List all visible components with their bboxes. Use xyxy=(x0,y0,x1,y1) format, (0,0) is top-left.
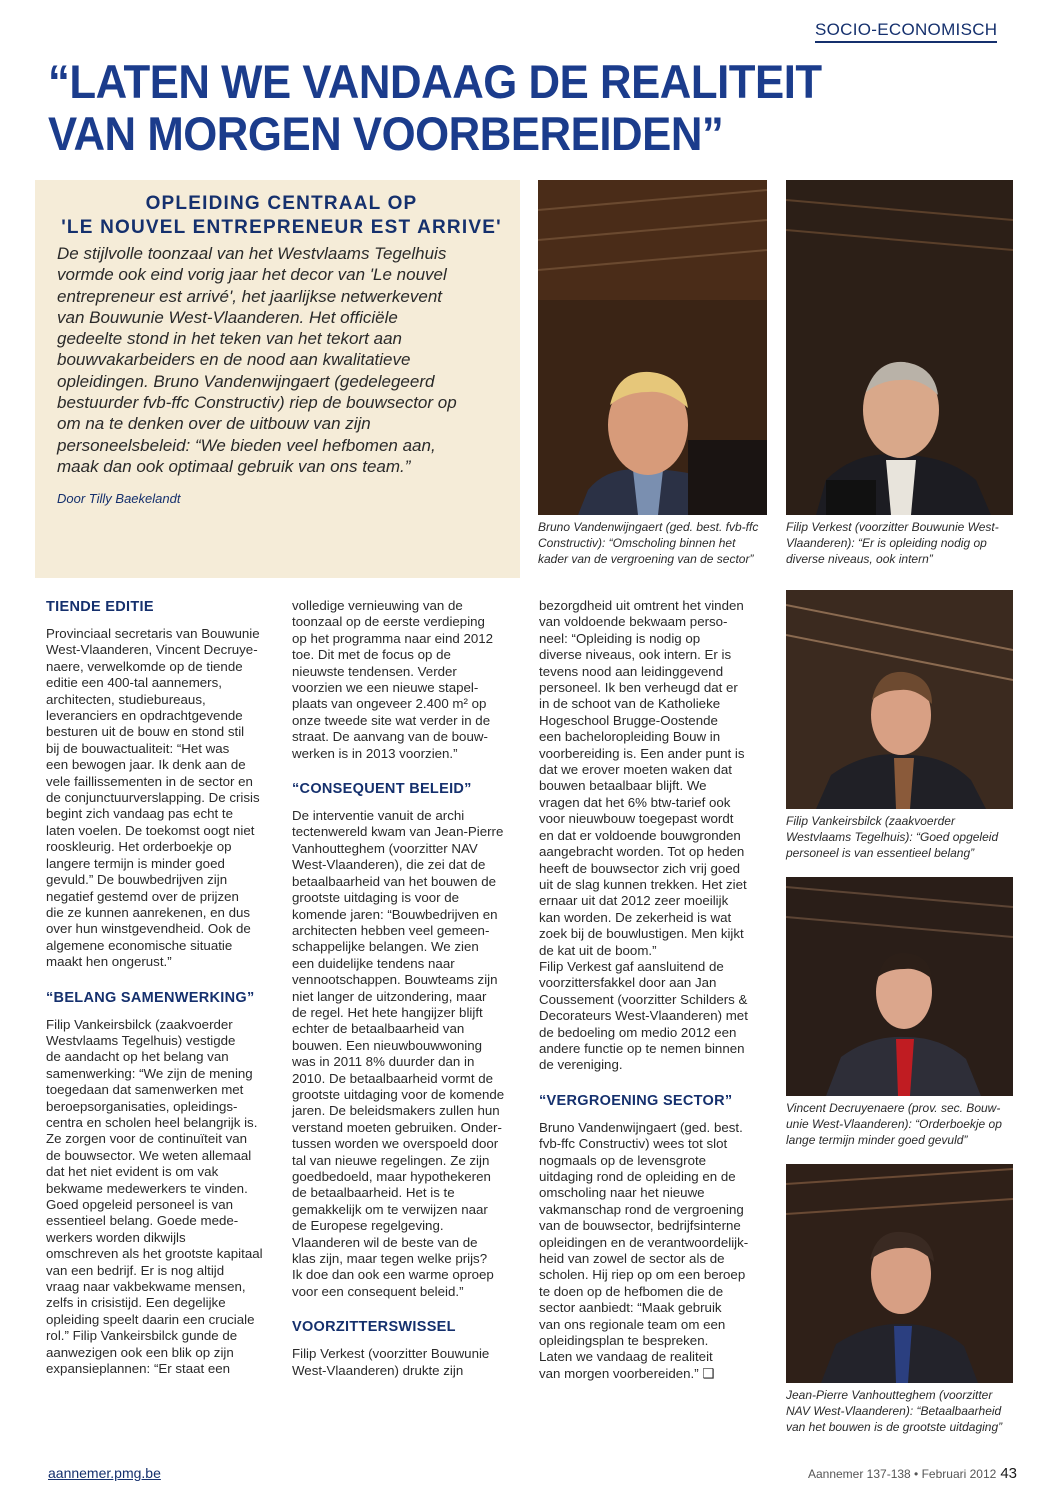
photo-filip-vankeirsbilck xyxy=(786,590,1013,809)
text-line: zelfs in crisistijd. Een degelijke xyxy=(46,1295,226,1311)
text-line: werken is in 2013 voorzien.” xyxy=(292,745,458,761)
caption-photo1 xyxy=(538,519,758,567)
text-line: van ons regionale team om een xyxy=(539,1316,726,1332)
caption-line: Filip Vankeirsbilck (zaakvoerder xyxy=(786,814,955,828)
photo-bruno-vandenwijngaert xyxy=(538,180,767,515)
section-heading: VOORZITTERSWISSEL xyxy=(292,1319,456,1336)
text-line: heid van zowel de sector als de xyxy=(539,1251,725,1267)
intro-box xyxy=(35,180,520,578)
text-line: niet langer de uitzondering, maar xyxy=(292,988,487,1004)
text-line: Filip Vankeirsbilck (zaakvoerder xyxy=(46,1016,233,1032)
text-line: vakmanschap rond de vergroening xyxy=(539,1201,744,1217)
text-line: bij de bouwactualiteit: “Het was xyxy=(46,740,230,756)
text-line: een bewogen jaar. Ik denk aan de xyxy=(46,757,246,773)
text-line: bekwame medewerkers te vinden. xyxy=(46,1180,248,1196)
text-line: West-Vlaanderen) drukte zijn xyxy=(292,1362,464,1378)
text-line: en dat er voldoende bouwgronden xyxy=(539,827,741,843)
text-line: dat het niet evident is om vak xyxy=(46,1164,219,1180)
text-line: de bedoeling om medio 2012 een xyxy=(539,1024,737,1040)
text-line: Goed opgeleid personeel is van xyxy=(46,1197,234,1212)
text-line: was in 2011 8% duurder dan in xyxy=(292,1054,475,1070)
text-line: gemakkelijk om te verwijzen naar xyxy=(292,1201,488,1217)
text-line: gedeelte stond in het teken van het tekort aan xyxy=(57,329,402,349)
speaker-photo xyxy=(786,590,1013,809)
text-line: West-Vlaanderen), die zei dat de xyxy=(292,857,486,873)
text-line: Decorateurs West-Vlaanderen) met xyxy=(539,1008,748,1024)
caption-line: van het bouwen is de grootste uitdaging” xyxy=(786,1420,1003,1434)
text-line: te doen op de hefbomen die de xyxy=(539,1283,724,1299)
text-line: de betaalbaarheid. Het is te xyxy=(292,1185,455,1201)
text-line: van Bouwunie West-Vlaanderen. Het officiële xyxy=(57,307,398,327)
caption-line: diverse niveaus, ook intern” xyxy=(786,552,933,566)
caption-photo4 xyxy=(786,1100,1002,1148)
text-line: personeelsbeleid: “We bieden veel hefbomen aan, xyxy=(57,435,436,455)
text-line: van morgen voorbereiden.” ❑ xyxy=(539,1365,715,1381)
text-line: uitdaging rond de opleiding en de xyxy=(539,1169,736,1184)
headline-line: VAN MORGEN VOORBEREIDEN” xyxy=(48,107,724,160)
text-line: goedbedoeld, maar hypothekeren xyxy=(292,1169,491,1184)
text-line: Westvlaams Tegelhuis) vestigde xyxy=(46,1032,236,1048)
text-line: aanwezigen ook een blik op zijn xyxy=(46,1344,234,1360)
caption-photo5 xyxy=(786,1387,1002,1435)
section-heading: TIENDE EDITIE xyxy=(46,599,154,615)
page-number: 43 xyxy=(1000,1465,1017,1482)
text-line: de conjunctuurverslapping. De crisis xyxy=(46,790,260,806)
text-line: neel: “Opleiding is nodig op xyxy=(539,630,701,646)
text-line: grootste uitdaging is voor de xyxy=(292,890,460,906)
text-line: gevuld.” De bouwbedrijven zijn xyxy=(46,872,228,888)
text-line: de vereniging. xyxy=(539,1057,623,1073)
text-line: leveranciers en opdrachtgevende xyxy=(46,708,243,724)
text-line: Filip Verkest gaf aansluitend de xyxy=(539,958,724,974)
text-line: West-Vlaanderen, Vincent Decruye- xyxy=(46,642,258,658)
text-line: uit de slag kunnen trekken. Het ziet xyxy=(539,876,747,892)
caption-line: personeel is van essentieel belang” xyxy=(786,846,975,860)
text-line: de bouwsector. We weten allemaal xyxy=(46,1147,252,1163)
text-line: jaren. De beleidsmakers zullen hun xyxy=(292,1103,500,1119)
text-line: omschreven als het grootste kapitaal xyxy=(46,1246,263,1262)
text-line: maakt hen ongerust.” xyxy=(46,954,172,970)
intro-title-line: OPLEIDING CENTRAAL OP xyxy=(145,193,418,214)
text-line: een bacheloropleiding Bouw in xyxy=(539,729,721,745)
text-line: van voldoende bekwaam perso- xyxy=(539,614,728,630)
text-line: over hun winstgevendheid. Ook de xyxy=(46,921,251,937)
text-line: nieuwste tendensen. Verder xyxy=(292,663,457,679)
text-line: van de bouwsector, bedrijfsinterne xyxy=(539,1218,741,1234)
text-line: vragen dat het 6% btw-tarief ook xyxy=(539,794,731,810)
text-line: Coussement (voorzitter Schilders & xyxy=(539,991,748,1007)
text-line: plaats van ongeveer 2.400 m² op xyxy=(292,696,487,712)
photo-jean-pierre-vanhoutteghem xyxy=(786,1164,1013,1383)
text-line: opleidingen. Bruno Vandenwijngaert (gedelegeerd xyxy=(57,371,435,391)
text-line: straat. De aanvang van de bouw- xyxy=(292,729,488,745)
text-line: de kat uit de boom.” xyxy=(539,942,657,958)
speaker-photo xyxy=(786,180,1013,515)
text-line: laten voelen. De toekomst oogt niet xyxy=(46,822,255,838)
text-line: in de schoot van de Katholieke xyxy=(539,696,721,712)
speaker-photo xyxy=(786,1164,1013,1383)
text-line: opleidingen en de verantwoordelijk- xyxy=(539,1234,749,1250)
text-line: tussen worden we overspoeld door xyxy=(292,1136,499,1152)
text-line: echter de betaalbaarheid van xyxy=(292,1021,465,1037)
text-line: opleiding speelt daarin een cruciale xyxy=(46,1311,255,1327)
text-line: bouwvakarbeiders en de nood aan kwalitatieve xyxy=(57,350,411,370)
text-line: architecten, studiebureaus, xyxy=(46,691,206,707)
text-line: vraag naar vakbekwame mensen, xyxy=(46,1279,246,1295)
text-line: Vlaanderen wil de beste van de xyxy=(292,1234,478,1250)
text-line: die ze kunnen aanrekenen, en dus xyxy=(46,904,251,920)
headline-line: “LATEN WE VANDAAG DE REALITEIT xyxy=(48,55,822,108)
text-line: bestuurder fvb-ffc Constructiv) riep de bouwsector op xyxy=(57,393,457,413)
article-column-3 xyxy=(539,598,774,1382)
text-line: komende jaren: “Bouwbedrijven en xyxy=(292,906,498,922)
text-line: tevens nood aan leidinggevend xyxy=(539,663,724,679)
article-column-1 xyxy=(46,594,276,1377)
text-line: beroepsorganisaties, opleidings- xyxy=(46,1098,238,1114)
text-line: bezorgdheid uit omtrent het vinden xyxy=(539,598,744,613)
text-line: vennootschappen. Bouwteams zijn xyxy=(292,972,498,988)
text-line: de Europese regelgeving. xyxy=(292,1218,444,1234)
text-line: ernaar uit dat 2012 zeer moeilijk xyxy=(539,893,729,909)
spacer xyxy=(292,1300,522,1314)
text-line: voorbereiding is. Een ander punt is xyxy=(539,745,745,761)
text-line: kan worden. De zekerheid is wat xyxy=(539,909,732,925)
speaker-photo xyxy=(786,877,1013,1096)
text-line: scholen. Hij riep op om een beroep xyxy=(539,1267,746,1283)
text-line: de aandacht op het belang van xyxy=(46,1049,229,1065)
text-line: zoek bij de bouwlustigen. Men kijkt xyxy=(539,926,744,942)
text-line: essentieel belang. Goede mede- xyxy=(46,1213,239,1229)
text-line: tal van nieuwe regelingen. Ze zijn xyxy=(292,1152,490,1168)
text-line: samenwerking: “We zijn de mening xyxy=(46,1065,253,1081)
text-line: Vanhoutteghem (voorzitter NAV xyxy=(292,840,478,856)
text-line: sector aanbiedt: “Maak gebruik xyxy=(539,1300,722,1316)
text-line: maak dan ook optimaal gebruik van ons team.” xyxy=(57,456,411,476)
spacer xyxy=(539,1074,774,1088)
footer-issue xyxy=(808,1465,1017,1482)
photo-filip-verkest xyxy=(786,180,1013,515)
text-line: Laten we vandaag de realiteit xyxy=(539,1349,713,1365)
text-line: besturen uit de bouw en stond stil xyxy=(46,724,245,740)
section-heading: “CONSEQUENT BELEID” xyxy=(292,781,472,798)
footer-website-link[interactable]: aannemer.pmg.be xyxy=(48,1465,161,1481)
footer-issue-text: Aannemer 137-138 • Februari 2012 xyxy=(807,1467,997,1481)
text-line: werkers worden dikwijls xyxy=(46,1229,186,1245)
text-line: toe. Dit met de focus op de xyxy=(292,647,451,663)
caption-line: NAV West-Vlaanderen): “Betaalbaarheid xyxy=(786,1404,1002,1418)
text-line: rooskleurig. Het orderboekje op xyxy=(46,839,232,855)
section-tag: SOCIO-ECONOMISCH xyxy=(815,20,997,43)
text-line: de regel. Het hete hangijzer blijft xyxy=(292,1004,483,1020)
text-line: rol.” Filip Vankeirsbilck gunde de xyxy=(46,1328,238,1344)
text-line: De interventie vanuit de archi xyxy=(292,808,465,824)
caption-line: Jean-Pierre Vanhoutteghem (voorzitter xyxy=(786,1388,993,1402)
caption-line: unie West-Vlaanderen): “Orderboekje op xyxy=(786,1117,1002,1131)
caption-line: Vincent Decruyenaere (prov. sec. Bouw- xyxy=(786,1101,1001,1115)
text-line: tectenwereld kwam van Jean-Pierre xyxy=(292,824,504,840)
caption-photo3 xyxy=(786,813,998,861)
text-line: om na te denken over de uitbouw van zijn xyxy=(57,414,371,434)
text-line: opleidingsplan te bespreken. xyxy=(539,1333,709,1349)
photo-vincent-decruyenaere xyxy=(786,877,1013,1096)
text-line: Bruno Vandenwijngaert (ged. best. xyxy=(539,1119,743,1135)
text-line: omscholing naar het nieuwe xyxy=(539,1185,705,1201)
text-line: fvb-ffc Constructiv) wees tot slot xyxy=(539,1136,728,1152)
caption-line: Constructiv): “Omscholing binnen het xyxy=(538,536,736,550)
text-line: heeft de bouwsector zich vrij goed xyxy=(539,860,741,876)
caption-line: Bruno Vandenwijngaert (ged. best. fvb-ffc xyxy=(538,520,759,534)
text-line: schappelijke belangen. We zien xyxy=(292,939,479,955)
text-line: De stijlvolle toonzaal van het Westvlaams Tegelhuis xyxy=(57,244,447,263)
caption-line: Westvlaams Tegelhuis): “Goed opgeleid xyxy=(786,830,999,844)
text-line: bouwen. Een nieuwbouwwoning xyxy=(292,1037,482,1053)
text-line: op het programma naar eind 2012 xyxy=(292,630,494,646)
text-line: nogmaals op de levensgrote xyxy=(539,1152,707,1168)
text-line: diverse niveaus, ook intern. Er is xyxy=(539,647,732,663)
text-line: grootste uitdaging voor de komende xyxy=(292,1086,505,1102)
text-line: voor een consequent beleid.” xyxy=(292,1283,464,1299)
text-line: editie een 400-tal aannemers, xyxy=(46,675,222,691)
intro-text xyxy=(57,243,506,477)
text-line: begint zich vandaag pas echt te xyxy=(46,806,234,822)
text-line: toonzaal op de eerste verdieping xyxy=(292,614,485,630)
text-line: Ze zorgen voor de continuïteit van xyxy=(46,1131,248,1147)
text-line: Filip Verkest (voorzitter Bouwunie xyxy=(292,1346,490,1362)
text-line: andere functie op te nemen binnen xyxy=(539,1040,745,1056)
text-line: algemene economische situatie xyxy=(46,937,233,953)
intro-title-line: 'LE NOUVEL ENTREPRENEUR EST ARRIVE' xyxy=(61,217,502,238)
caption-line: lange termijn minder goed gevuld” xyxy=(786,1133,968,1147)
text-line: onze tweede site wat verder in de xyxy=(292,712,491,728)
text-line: voorzittersfakkel door aan Jan xyxy=(539,975,717,991)
text-line: Provinciaal secretaris van Bouwunie xyxy=(46,626,260,641)
text-line: langere termijn is minder goed xyxy=(46,855,225,871)
text-line: volledige vernieuwing van de xyxy=(292,598,463,613)
speaker-photo xyxy=(538,180,767,515)
text-line: entrepreneur est arrivé', het jaarlijkse netwerkevent xyxy=(57,286,442,306)
text-line: van een bedrijf. Er is nog altijd xyxy=(46,1262,225,1278)
intro-title xyxy=(57,192,506,240)
section-heading: “VERGROENING SECTOR” xyxy=(539,1092,733,1109)
text-line: verstand moeten gebruiken. Onder- xyxy=(292,1119,502,1135)
article-column-2 xyxy=(292,598,522,1379)
text-line: bouwen betaalbaar blijft. We xyxy=(539,778,707,794)
text-line: 2010. De betaalbaarheid vormt de xyxy=(292,1070,494,1086)
text-line: een duidelijke tendens naar xyxy=(292,955,455,971)
text-line: dat we erover moeten waken dat xyxy=(539,762,732,778)
text-line: aangebracht worden. Tot op heden xyxy=(539,844,745,860)
text-line: voorzien we een nieuwe stapel- xyxy=(292,680,479,696)
caption-line: Filip Verkest (voorzitter Bouwunie West- xyxy=(786,520,999,534)
text-line: naere, verwelkomde op de tiende xyxy=(46,658,243,674)
text-line: vormde ook eind vorig jaar het decor van 'Le nouvel xyxy=(57,265,447,285)
text-line: voor nieuwbouw toegepast wordt xyxy=(539,811,734,827)
caption-line: Vlaanderen): “Er is opleiding nodig op xyxy=(786,536,987,550)
text-line: klas zijn, maar tegen welke prijs? xyxy=(292,1251,488,1267)
text-line: personeel. Ik ben verheugd dat er xyxy=(539,680,738,696)
caption-photo2 xyxy=(786,519,999,567)
text-line: architecten hebben veel gemeen- xyxy=(292,922,490,938)
text-line: Hogeschool Brugge-Oostende xyxy=(539,712,718,728)
section-heading: “BELANG SAMENWERKING” xyxy=(46,989,255,1006)
text-line: Ik doe dan ook een warme oproep xyxy=(292,1267,494,1283)
text-line: betaalbaarheid van het bouwen de xyxy=(292,873,497,889)
spacer xyxy=(46,971,276,985)
text-line: centra en scholen heel belangrijk is. xyxy=(46,1114,258,1130)
text-line: toegedaan dat samenwerken met xyxy=(46,1082,244,1098)
headline xyxy=(48,56,969,160)
byline: Door Tilly Baekelandt xyxy=(57,491,181,507)
text-line: negatief gestemd over de prijzen xyxy=(46,888,239,904)
spacer xyxy=(292,762,522,776)
text-line: expansieplannen: “Er staat een xyxy=(46,1361,231,1377)
text-line: vele faillissementen in de sector en xyxy=(46,773,253,789)
caption-line: kader van de vergroening van de sector” xyxy=(538,552,754,566)
